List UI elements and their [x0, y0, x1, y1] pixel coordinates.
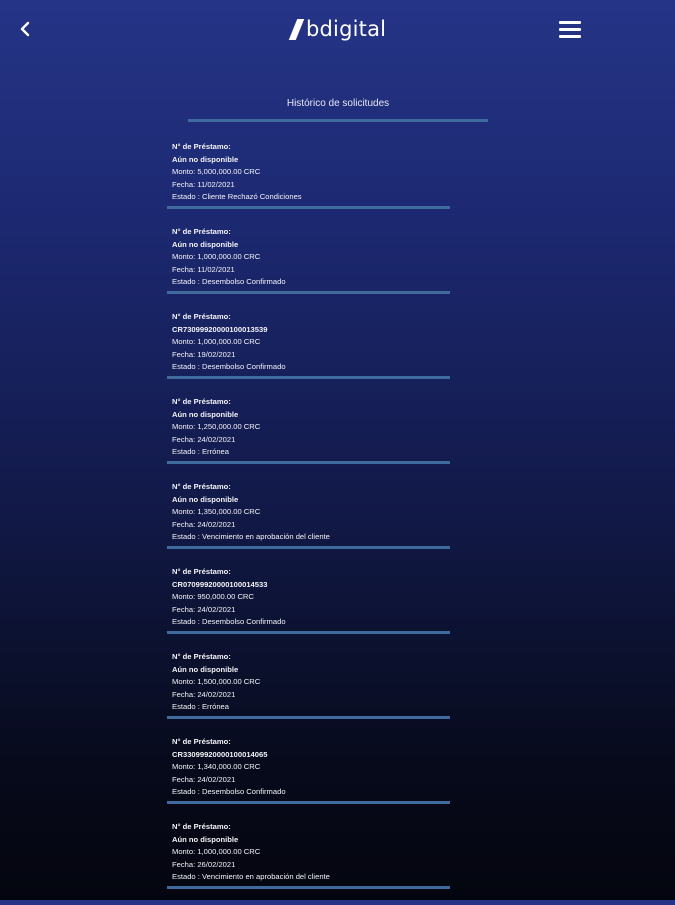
loan-request-item[interactable] [167, 565, 451, 650]
loan-number: Aún no disponible [172, 834, 239, 844]
loan-amount: Monto: 1,250,000.00 CRC [172, 422, 261, 432]
loan-status: Estado : Errónea [172, 702, 229, 712]
loan-amount: Monto: 1,000,000.00 CRC [172, 847, 261, 857]
item-divider [167, 716, 450, 719]
loan-date: Fecha: 24/02/2021 [172, 434, 236, 444]
loan-number-label: N° de Préstamo: [172, 227, 231, 236]
loan-date: Fecha: 26/02/2021 [172, 859, 236, 869]
loan-number-label: N° de Préstamo: [172, 397, 231, 406]
loan-number-label: N° de Préstamo: [172, 822, 231, 831]
loan-number-label: N° de Préstamo: [172, 652, 231, 661]
hamburger-menu-icon [559, 21, 581, 24]
loan-number-label: N° de Préstamo: [172, 312, 231, 321]
loan-request-list [167, 140, 451, 905]
loan-date: Fecha: 11/02/2021 [172, 179, 235, 189]
loan-request-item[interactable] [167, 225, 451, 310]
loan-amount: Monto: 1,000,000.00 CRC [172, 252, 261, 262]
loan-number-label: N° de Préstamo: [172, 567, 231, 576]
bdigital-logo [289, 14, 386, 44]
loan-date: Fecha: 24/02/2021 [172, 774, 236, 784]
loan-number: CR73099920000100013539 [172, 324, 268, 334]
loan-request-item[interactable] [167, 480, 451, 565]
loan-request-item[interactable] [167, 820, 451, 905]
hamburger-menu-icon [559, 28, 581, 31]
loan-request-item[interactable] [167, 650, 451, 735]
loan-number: Aún no disponible [172, 239, 239, 249]
loan-request-item[interactable] [167, 735, 451, 820]
item-divider [167, 461, 450, 464]
loan-number: Aún no disponible [172, 664, 239, 674]
hamburger-menu-icon [559, 35, 581, 38]
page-title: Histórico de solicitudes [286, 98, 390, 109]
logo-text: bdigital [306, 17, 387, 41]
loan-status: Estado : Vencimiento en aprobación del cliente [172, 532, 330, 542]
loan-status: Estado : Cliente Rechazó Condiciones [172, 192, 302, 202]
item-divider [167, 376, 450, 379]
loan-amount: Monto: 1,500,000.00 CRC [172, 677, 261, 687]
loan-date: Fecha: 24/02/2021 [172, 604, 236, 614]
loan-number-label: N° de Préstamo: [172, 737, 231, 746]
loan-number: Aún no disponible [172, 154, 239, 164]
loan-number: Aún no disponible [172, 409, 239, 419]
chevron-left-icon [14, 16, 36, 42]
top-bar [0, 0, 675, 60]
loan-amount: Monto: 950,000.00 CRC [172, 592, 254, 602]
item-divider [167, 801, 450, 804]
loan-request-item[interactable] [167, 140, 451, 225]
loan-status: Estado : Vencimiento en aprobación del cliente [172, 872, 330, 882]
loan-number: CR07099920000100014533 [172, 579, 268, 589]
loan-status: Estado : Desembolso Confirmado [172, 787, 286, 797]
item-divider [167, 291, 450, 294]
item-divider [167, 206, 450, 209]
item-divider [167, 546, 450, 549]
title-divider [188, 119, 488, 122]
item-divider [167, 886, 450, 889]
loan-number: CR33099920000100014065 [172, 749, 268, 759]
loan-status: Estado : Desembolso Confirmado [172, 617, 286, 627]
loan-request-item[interactable] [167, 310, 451, 395]
loan-date: Fecha: 11/02/2021 [172, 264, 235, 274]
loan-date: Fecha: 24/02/2021 [172, 519, 236, 529]
loan-number-label: N° de Préstamo: [172, 482, 231, 491]
menu-button[interactable] [557, 19, 583, 41]
loan-status: Estado : Errónea [172, 447, 229, 457]
loan-status: Estado : Desembolso Confirmado [172, 277, 286, 287]
loan-number-label: N° de Préstamo: [172, 142, 231, 151]
logo-slash-mark [289, 19, 304, 40]
loan-amount: Monto: 1,350,000.00 CRC [172, 507, 261, 517]
loan-amount: Monto: 1,000,000.00 CRC [172, 337, 261, 347]
loan-number: Aún no disponible [172, 494, 239, 504]
loan-status: Estado : Desembolso Confirmado [172, 362, 286, 372]
loan-request-item[interactable] [167, 395, 451, 480]
loan-amount: Monto: 1,340,000.00 CRC [172, 762, 261, 772]
back-button[interactable] [14, 16, 36, 42]
loan-amount: Monto: 5,000,000.00 CRC [172, 167, 261, 177]
loan-date: Fecha: 24/02/2021 [172, 689, 236, 699]
loan-date: Fecha: 19/02/2021 [172, 349, 236, 359]
item-divider [167, 631, 450, 634]
